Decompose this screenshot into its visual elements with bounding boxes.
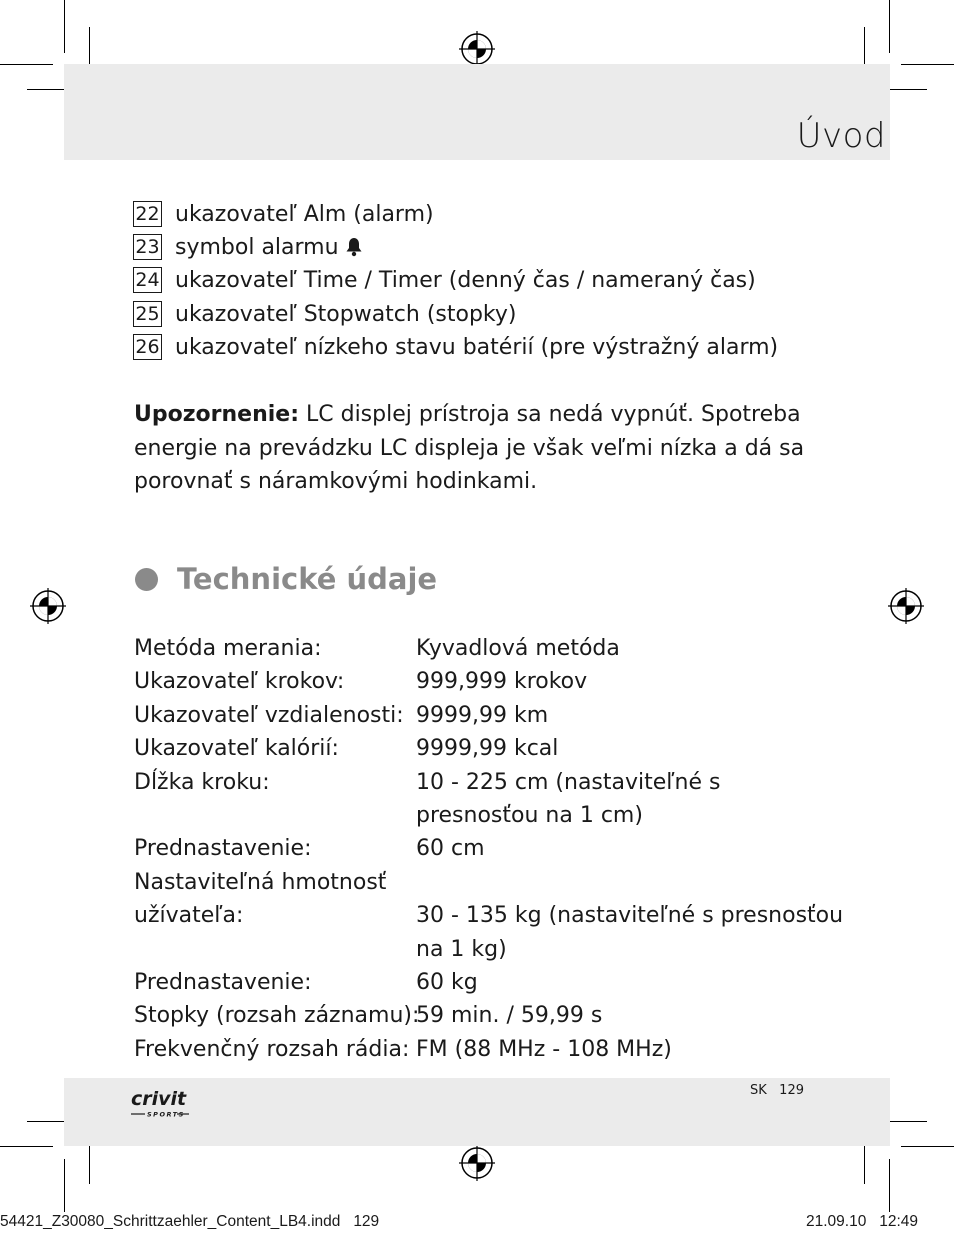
note-text: porovnať s náramkovými hodinkami. [134,469,538,494]
item-text: ukazovateľ Alm (alarm) [175,201,434,227]
slug-timestamp: 21.09.10 12:49 [806,1213,919,1230]
header-band [64,64,890,160]
item-number: 23 [133,234,162,260]
spec-value: Kyvadlová metóda [416,636,620,661]
spec-value: na 1 kg) [416,937,507,962]
crop-mark [89,27,90,69]
list-item [133,332,778,362]
spec-label: Stopky (rozsah záznamu): [134,1003,420,1028]
crop-mark [64,1159,65,1212]
crop-mark [885,89,927,90]
crop-mark [889,0,890,53]
crop-mark [864,27,865,69]
spec-value: FM (88 MHz - 108 MHz) [416,1037,672,1062]
list-item [133,232,363,262]
spec-value: 9999,99 kcal [416,736,559,761]
registration-mark-icon [30,588,66,624]
list-item [133,199,434,229]
spec-label: Ukazovateľ krokov: [134,669,345,694]
svg-text:SPORTS: SPORTS [147,1110,185,1119]
crivit-logo [130,1083,196,1119]
spec-label: užívateľa: [134,903,244,928]
crop-mark [901,64,954,65]
note-paragraph [134,398,814,499]
list-item [133,299,517,329]
spec-label: Prednastavenie: [134,970,312,995]
spec-value: 60 cm [416,836,485,861]
item-number: 26 [133,334,162,360]
spec-value: 59 min. / 59,99 s [416,1003,603,1028]
crop-mark [0,1146,53,1147]
spec-value: 30 - 135 kg (nastaviteľné s presnosťou [416,903,844,928]
spec-value: 999,999 krokov [416,669,588,694]
item-text: symbol alarmu [175,234,339,260]
registration-mark-icon [888,588,924,624]
spec-label: Ukazovateľ vzdialenosti: [134,703,404,728]
spec-label: Prednastavenie: [134,836,312,861]
crop-mark [0,64,53,65]
spec-label: Dĺžka kroku: [134,770,270,795]
spec-value: presnosťou na 1 cm) [416,803,643,828]
spec-label: Ukazovateľ kalórií: [134,736,339,761]
crop-mark [27,1121,69,1122]
crop-mark [885,1121,927,1122]
item-text: ukazovateľ Time / Timer (denný čas / nameraný čas) [175,267,756,293]
crop-mark [89,1142,90,1184]
registration-mark-icon [459,31,495,67]
note-label: Upozornenie: [134,402,299,427]
spec-label: Nastaviteľná hmotnosť [134,870,387,895]
crop-mark [901,1146,954,1147]
registration-mark-icon [459,1145,495,1181]
svg-text:crivit: crivit [131,1088,187,1110]
page-title: Úvod [796,116,886,156]
list-item [133,265,756,295]
spec-label: Frekvenčný rozsah rádia: [134,1037,410,1062]
item-number: 24 [133,267,162,293]
spec-value: 9999,99 km [416,703,549,728]
section-heading: Technické údaje [177,562,438,596]
item-number: 22 [133,201,162,227]
note-text: LC displej prístroja sa nedá vypnúť. Spotreba [299,402,801,427]
item-number: 25 [133,301,162,327]
spec-value: 60 kg [416,970,478,995]
page-number: SK 129 [750,1083,804,1098]
note-text: energie na prevádzku LC displeja je však veľmi nízka a dá sa [134,435,805,461]
section-bullet-icon [135,568,158,591]
crop-mark [889,1159,890,1212]
item-text: ukazovateľ nízkeho stavu batérií (pre výstražný alarm) [175,334,779,360]
spec-label: Metóda merania: [134,636,322,661]
alarm-bell-icon [345,237,363,257]
crop-mark [64,0,65,53]
item-text: ukazovateľ Stopwatch (stopky) [175,301,517,327]
crop-mark [27,89,69,90]
spec-value: 10 - 225 cm (nastaviteľné s [416,770,721,795]
crop-mark [864,1142,865,1184]
slug-filename: 54421_Z30080_Schrittzaehler_Content_LB4.indd 129 [0,1213,380,1230]
